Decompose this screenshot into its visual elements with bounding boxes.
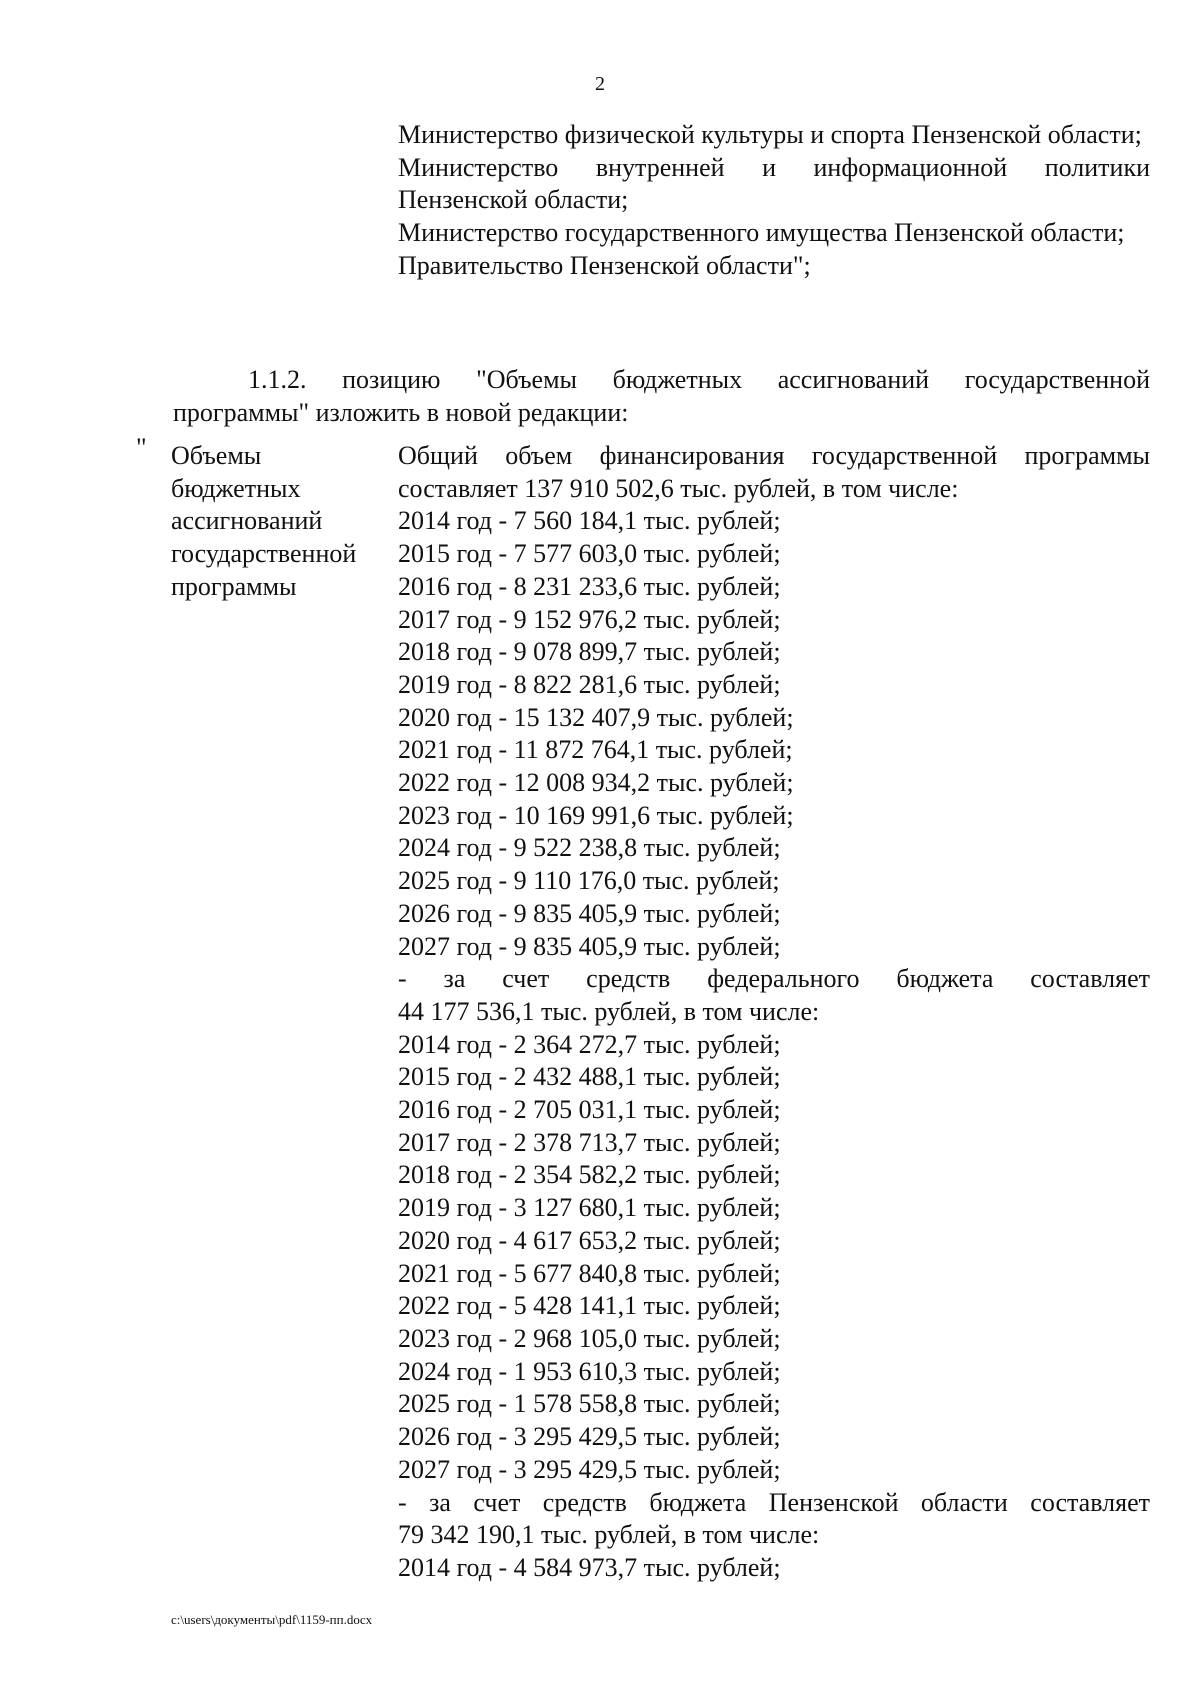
total-year-line: 2022 год - 12 008 934,2 тыс. рублей; xyxy=(398,768,794,798)
opening-quote-mark: " xyxy=(136,433,147,462)
federal-year-line: 2015 год - 2 432 488,1 тыс. рублей; xyxy=(398,1062,781,1092)
federal-year-line: 2022 год - 5 428 141,1 тыс. рублей; xyxy=(398,1291,781,1321)
funding-details xyxy=(398,440,1150,1585)
total-year-line: 2016 год - 8 231 233,6 тыс. рублей; xyxy=(398,571,781,601)
total-year-line: 2021 год - 11 872 764,1 тыс. рублей; xyxy=(398,735,793,765)
total-funding-intro: Общий объем финансирования государственной программы xyxy=(398,441,1150,470)
federal-year-line: 2016 год - 2 705 031,1 тыс. рублей; xyxy=(398,1095,781,1125)
federal-funding-intro: - за счет средств федерального бюджета составляет xyxy=(398,964,1150,994)
position-label-line: Объемы xyxy=(171,441,262,470)
position-label-line: государственной xyxy=(171,539,357,569)
federal-year-line: 2014 год - 2 364 272,7 тыс. рублей; xyxy=(398,1029,781,1059)
regional-funding-sum: 79 342 190,1 тыс. рублей, в том числе: xyxy=(398,1520,820,1550)
agency-item: Министерство государственного имущества Пензенской области; xyxy=(398,218,1125,248)
page-number: 2 xyxy=(595,73,605,95)
federal-year-line: 2020 год - 4 617 653,2 тыс. рублей; xyxy=(398,1225,781,1255)
position-label-line: ассигнований xyxy=(171,506,323,536)
federal-year-line: 2023 год - 2 968 105,0 тыс. рублей; xyxy=(398,1323,781,1353)
federal-year-line: 2027 год - 3 295 429,5 тыс. рублей; xyxy=(398,1454,781,1484)
amendment-intro-line-1: 1.1.2. позицию "Объемы бюджетных ассигнований государственной xyxy=(248,365,1150,394)
regional-year-line: 2014 год - 4 584 973,7 тыс. рублей; xyxy=(398,1552,781,1582)
amendment-intro xyxy=(173,364,1150,429)
total-year-line: 2018 год - 9 078 899,7 тыс. рублей; xyxy=(398,637,781,667)
position-label xyxy=(171,440,393,604)
federal-year-line: 2018 год - 2 354 582,2 тыс. рублей; xyxy=(398,1160,781,1190)
total-year-line: 2027 год - 9 835 405,9 тыс. рублей; xyxy=(398,931,781,961)
total-year-line: 2020 год - 15 132 407,9 тыс. рублей; xyxy=(398,702,794,732)
footer-file-path: c:\users\документы\pdf\1159-пп.docx xyxy=(171,1612,373,1627)
total-funding-sum: составляет 137 910 502,6 тыс. рублей, в том числе: xyxy=(398,473,959,503)
federal-year-line: 2026 год - 3 295 429,5 тыс. рублей; xyxy=(398,1422,781,1452)
total-year-line: 2023 год - 10 169 991,6 тыс. рублей; xyxy=(398,800,794,830)
total-year-line: 2019 год - 8 822 281,6 тыс. рублей; xyxy=(398,669,781,699)
position-label-line: программы xyxy=(171,571,297,601)
regional-funding-intro: - за счет средств бюджета Пензенской области составляет xyxy=(398,1487,1150,1517)
federal-year-line: 2021 год - 5 677 840,8 тыс. рублей; xyxy=(398,1258,781,1288)
federal-year-line: 2017 год - 2 378 713,7 тыс. рублей; xyxy=(398,1127,781,1157)
federal-year-line: 2024 год - 1 953 610,3 тыс. рублей; xyxy=(398,1356,781,1386)
federal-year-line: 2025 год - 1 578 558,8 тыс. рублей; xyxy=(398,1389,781,1419)
agency-item: Министерство физической культуры и спорта Пензенской области; xyxy=(398,120,1142,149)
total-year-line: 2017 год - 9 152 976,2 тыс. рублей; xyxy=(398,604,781,634)
position-label-line: бюджетных xyxy=(171,473,301,503)
total-year-line: 2014 год - 7 560 184,1 тыс. рублей; xyxy=(398,506,781,536)
total-year-line: 2025 год - 9 110 176,0 тыс. рублей; xyxy=(398,866,780,896)
agencies-list xyxy=(398,119,1150,283)
total-year-line: 2015 год - 7 577 603,0 тыс. рублей; xyxy=(398,539,781,569)
agency-item: Правительство Пензенской области"; xyxy=(398,250,811,280)
federal-funding-sum: 44 177 536,1 тыс. рублей, в том числе: xyxy=(398,996,820,1026)
federal-year-line: 2019 год - 3 127 680,1 тыс. рублей; xyxy=(398,1193,781,1223)
total-year-line: 2024 год - 9 522 238,8 тыс. рублей; xyxy=(398,833,781,863)
agency-item: Министерство внутренней и информационной политики Пензенской области; xyxy=(398,152,1150,215)
total-year-line: 2026 год - 9 835 405,9 тыс. рублей; xyxy=(398,898,781,928)
amendment-intro-line-2: программы" изложить в новой редакции: xyxy=(173,397,629,427)
